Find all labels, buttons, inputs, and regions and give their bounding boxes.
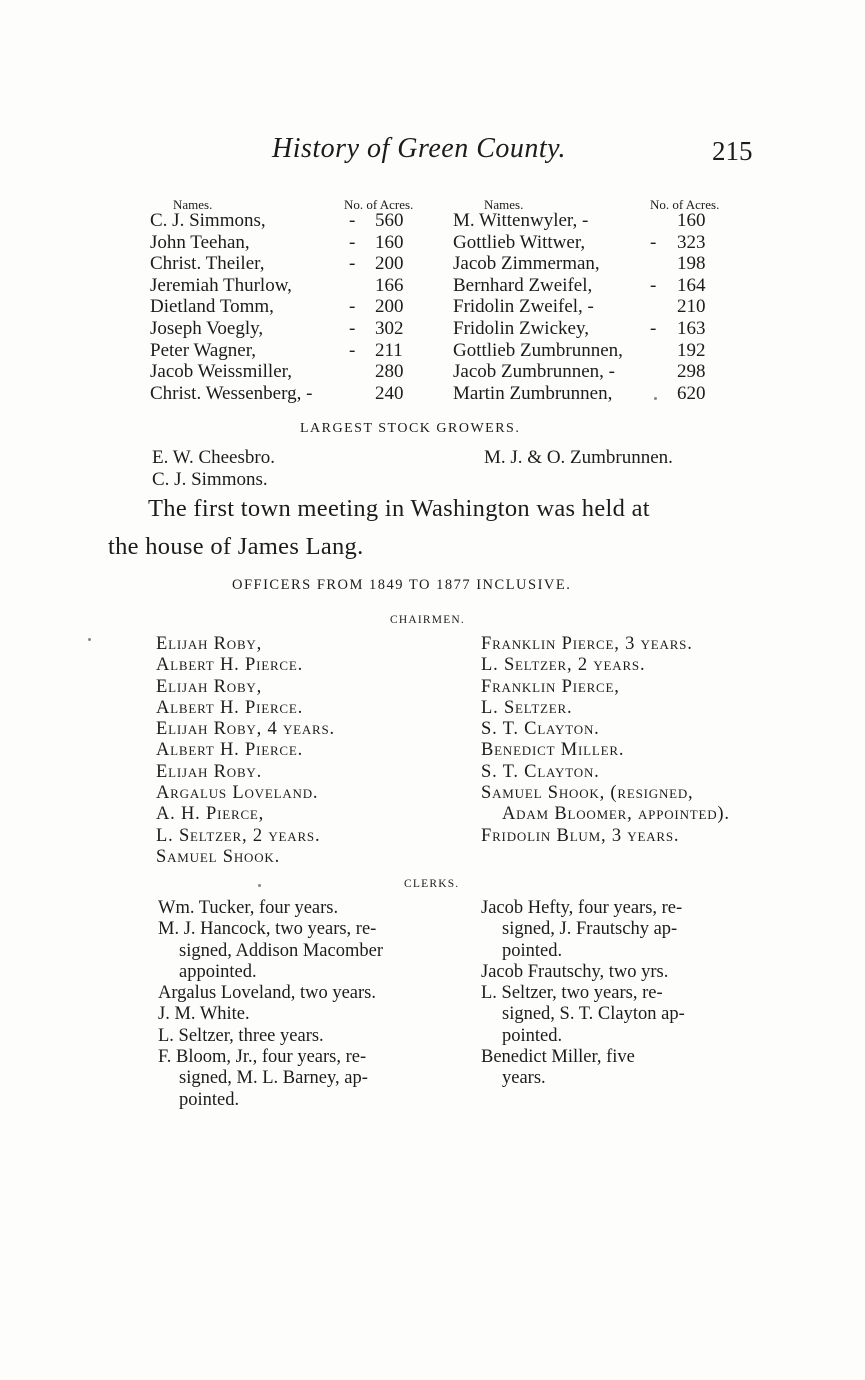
- acres-value: 620: [677, 382, 706, 404]
- leader-dash: -: [349, 339, 356, 361]
- clerk-entry: pointed.: [179, 1089, 240, 1110]
- stock-growers-heading: LARGEST STOCK GROWERS.: [300, 421, 521, 436]
- owner-name: Fridolin Zweifel, -: [453, 296, 594, 318]
- officers-heading: OFFICERS FROM 1849 TO 1877 INCLUSIVE.: [232, 577, 572, 593]
- owner-name: Christ. Theiler,: [150, 253, 265, 275]
- acres-value: 211: [375, 339, 403, 361]
- acres-value: 560: [375, 210, 404, 231]
- clerks-heading: CLERKS.: [404, 878, 460, 890]
- acres-value: 200: [375, 296, 404, 318]
- owner-name: Jacob Weissmiller,: [150, 361, 292, 383]
- acres-value: 192: [677, 339, 706, 361]
- land-table-row: [0, 340, 865, 362]
- paragraph-line-2: the house of James Lang.: [108, 533, 364, 560]
- acres-value: 280: [375, 361, 404, 383]
- acres-value: 302: [375, 317, 404, 339]
- owner-name: Joseph Voegly,: [150, 317, 264, 339]
- chairman-entry: L. Seltzer.: [481, 697, 573, 718]
- stock-grower-left-1: E. W. Cheesbro.: [152, 447, 275, 468]
- column-header-acres-left: No. of Acres.: [344, 197, 414, 212]
- stock-grower-right-1: M. J. & O. Zumbrunnen.: [484, 447, 673, 468]
- clerk-entry: signed, J. Frautschy ap-: [502, 919, 678, 940]
- leader-dash: -: [650, 317, 657, 339]
- owner-name: Jeremiah Thurlow,: [150, 274, 292, 296]
- clerk-entry: pointed.: [502, 940, 563, 961]
- land-table-row: [0, 361, 865, 383]
- clerk-entry: F. Bloom, Jr., four years, re-: [158, 1047, 367, 1068]
- owner-name: Peter Wagner,: [150, 339, 257, 361]
- land-table: [0, 210, 865, 404]
- owner-name: Jacob Zimmerman,: [453, 253, 600, 275]
- clerk-entry: Jacob Frautschy, two yrs.: [481, 961, 669, 982]
- acres-value: 210: [677, 296, 706, 318]
- page-number: 215: [712, 136, 753, 166]
- chairman-entry: Albert H. Pierce.: [156, 697, 304, 718]
- chairman-entry: Adam Bloomer, appointed).: [502, 804, 730, 825]
- chairman-entry: S. T. Clayton.: [481, 719, 600, 740]
- owner-name: John Teehan,: [150, 231, 250, 253]
- acres-value: 160: [375, 231, 404, 253]
- acres-value: 164: [677, 274, 706, 296]
- chairman-entry: A. H. Pierce,: [156, 804, 265, 825]
- clerk-entry: Argalus Loveland, two years.: [158, 983, 377, 1004]
- clerk-entry: signed, Addison Macomber: [179, 940, 383, 961]
- clerk-entry: Wm. Tucker, four years.: [158, 898, 339, 918]
- clerks-right-list: [481, 898, 685, 1090]
- clerk-entry: L. Seltzer, three years.: [158, 1025, 324, 1046]
- chairman-entry: Samuel Shook, (resigned,: [481, 783, 694, 804]
- land-table-row: [0, 253, 865, 275]
- leader-dash: -: [349, 317, 356, 339]
- leader-dash: -: [349, 253, 356, 275]
- owner-name: Jacob Zumbrunnen, -: [453, 361, 615, 383]
- chairman-entry: Elijah Roby,: [156, 634, 263, 654]
- land-table-row: [0, 318, 865, 340]
- chairman-entry: S. T. Clayton.: [481, 761, 600, 782]
- owner-name: M. Wittenwyler, -: [453, 210, 589, 231]
- clerk-entry: appointed.: [179, 961, 257, 982]
- clerk-entry: pointed.: [502, 1025, 563, 1046]
- chairman-entry: Elijah Roby,: [156, 676, 263, 697]
- land-table-row: [0, 383, 865, 405]
- chairman-entry: Fridolin Blum, 3 years.: [481, 825, 680, 846]
- leader-dash: -: [650, 231, 657, 253]
- leader-dash: -: [650, 274, 657, 296]
- land-table-row: [0, 296, 865, 318]
- column-header-names-left: Names.: [173, 197, 213, 212]
- column-header-acres-right: No. of Acres.: [650, 197, 720, 212]
- clerk-entry: signed, M. L. Barney, ap-: [179, 1068, 368, 1089]
- chairman-entry: Elijah Roby.: [156, 761, 263, 782]
- chairman-entry: Franklin Pierce,: [481, 676, 620, 697]
- chairman-entry: L. Seltzer, 2 years.: [481, 655, 646, 676]
- chairmen-heading: CHAIRMEN.: [390, 614, 466, 626]
- acres-value: 198: [677, 253, 706, 275]
- column-header-names-right: Names.: [484, 197, 524, 212]
- owner-name: Bernhard Zweifel,: [453, 274, 593, 296]
- owner-name: Gottlieb Zumbrunnen,: [453, 339, 623, 361]
- acres-value: 298: [677, 361, 706, 383]
- chairman-entry: L. Seltzer, 2 years.: [156, 825, 321, 846]
- owner-name: Dietland Tomm,: [150, 296, 274, 318]
- running-head-title: History of Green County.: [272, 133, 567, 164]
- owner-name: Martin Zumbrunnen,: [453, 382, 613, 404]
- clerk-entry: J. M. White.: [158, 1004, 250, 1025]
- acres-value: 200: [375, 253, 404, 275]
- chairman-entry: Benedict Miller.: [481, 740, 625, 761]
- acres-value: 323: [677, 231, 706, 253]
- chairman-entry: Samuel Shook.: [156, 846, 280, 867]
- clerk-entry: L. Seltzer, two years, re-: [481, 983, 663, 1004]
- chairman-entry: Albert H. Pierce.: [156, 655, 304, 676]
- chairman-entry: Elijah Roby, 4 years.: [156, 719, 335, 740]
- land-table-row: [0, 210, 865, 232]
- acres-value: 166: [375, 274, 404, 296]
- owner-name: C. J. Simmons,: [150, 210, 266, 231]
- clerk-entry: signed, S. T. Clayton ap-: [502, 1004, 685, 1025]
- acres-value: 160: [677, 210, 706, 231]
- leader-dash: -: [349, 231, 356, 253]
- leader-dash: -: [349, 210, 356, 231]
- owner-name: Christ. Wessenberg, -: [150, 382, 313, 404]
- chairman-entry: Argalus Loveland.: [156, 783, 319, 804]
- clerk-entry: years.: [502, 1068, 546, 1089]
- chairman-entry: Franklin Pierce, 3 years.: [481, 634, 693, 654]
- owner-name: Fridolin Zwickey,: [453, 317, 589, 339]
- chairmen-left-list: [156, 634, 335, 868]
- clerk-entry: Jacob Hefty, four years, re-: [481, 898, 683, 918]
- print-speck: [654, 397, 657, 400]
- leader-dash: -: [349, 296, 356, 318]
- acres-value: 163: [677, 317, 706, 339]
- stock-grower-left-2: C. J. Simmons.: [152, 469, 268, 490]
- land-table-row: [0, 275, 865, 297]
- paragraph-line-1: The first town meeting in Washington was held at: [148, 495, 650, 522]
- clerk-entry: M. J. Hancock, two years, re-: [158, 919, 377, 940]
- clerk-entry: Benedict Miller, five: [481, 1047, 635, 1068]
- print-speck: [258, 884, 261, 887]
- owner-name: Gottlieb Wittwer,: [453, 231, 586, 253]
- print-speck: [88, 638, 91, 641]
- clerks-left-list: [158, 898, 383, 1111]
- chairmen-right-list: [481, 634, 730, 847]
- acres-value: 240: [375, 382, 404, 404]
- land-table-row: [0, 232, 865, 254]
- chairman-entry: Albert H. Pierce.: [156, 740, 304, 761]
